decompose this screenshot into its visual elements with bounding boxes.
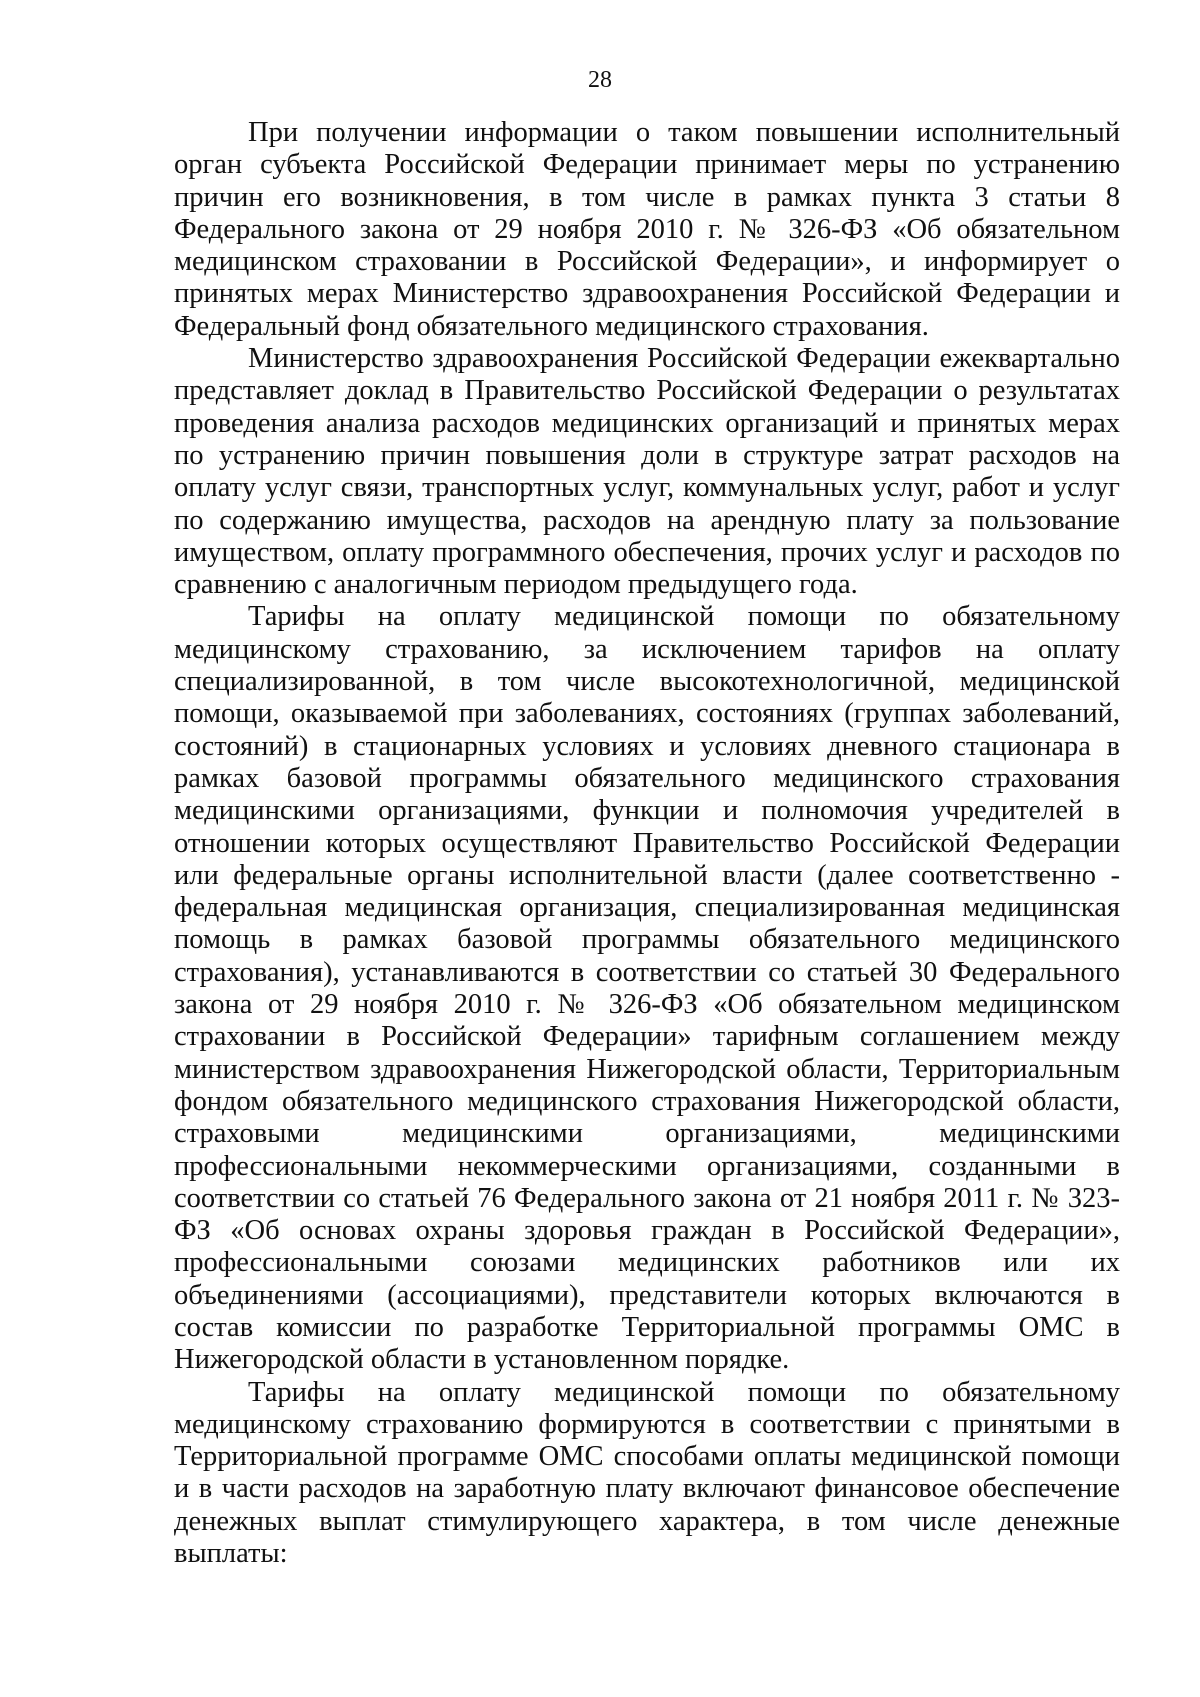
paragraph-4: Тарифы на оплату медицинской помощи по обязательному медицинскому страхованию формируются в соответствии с принятыми в Территориальной программе ОМС способами оплаты медицинской помощи и в части расходов на заработную плату включают финансовое обеспечение денежных выплат стимулирующего характера, в том числе денежные выплаты: bbox=[174, 1376, 1120, 1570]
paragraph-2: Министерство здравоохранения Российской Федерации ежеквартально представляет доклад в Правительство Российской Федерации о результатах проведения анализа расходов медицинских организаций и принятых мерах по устранению причин повышения доли в структуре затрат расходов на оплату услуг связи, транспортных услуг, коммунальных услуг, работ и услуг по содержанию имущества, расходов на арендную плату за пользование имуществом, оплату программного обеспечения, прочих услуг и расходов по сравнению с аналогичным периодом предыдущего года. bbox=[174, 343, 1120, 601]
paragraph-1: При получении информации о таком повышении исполнительный орган субъекта Российской Федерации принимает меры по устранению причин его возникновения, в том числе в рамках пункта 3 статьи 8 Федерального закона от 29 ноября 2010 г. № 326-ФЗ «Об обязательном медицинском страховании в Российской Федерации», и информирует о принятых мерах Министерство здравоохранения Российской Федерации и Федеральный фонд обязательного медицинского страхования. bbox=[174, 117, 1120, 342]
page-number: 28 bbox=[588, 67, 612, 93]
paragraph-3: Тарифы на оплату медицинской помощи по обязательному медицинскому страхованию, за исключением тарифов на оплату специализированной, в том числе высокотехнологичной, медицинской помощи, оказываемой при заболеваниях, состояниях (группах заболеваний, состояний) в стационарных условиях и условиях дневного стационара в рамках базовой программы обязательного медицинского страхования медицинскими организациями, функции и полномочия учредителей в отношении которых осуществляют Правительство Российской Федерации или федеральные органы исполнительной власти (далее соответственно - федеральная медицинская организация, специализированная медицинская помощь в рамках базовой программы обязательного медицинского страхования), устанавливаются в соответствии со статьей 30 Федерального закона от 29 ноября 2010 г. № 326-ФЗ «Об обязательном медицинском страховании в Российской Федерации» тарифным соглашением между министерством здравоохранения Нижегородской области, Территориальным фондом обязательного медицинского страхования Нижегородской области, страховыми медицинскими организациями, медицинскими профессиональными некоммерческими организациями, созданными в соответствии со статьей 76 Федерального закона от 21 ноября 2011 г. № 323-ФЗ «Об основах охраны здоровья граждан в Российской Федерации», профессиональными союзами медицинских работников или их объединениями (ассоциациями), представители которых включаются в состав комиссии по разработке Территориальной программы ОМС в Нижегородской области в установленном порядке. bbox=[174, 601, 1120, 1376]
document-body bbox=[174, 117, 1120, 1570]
